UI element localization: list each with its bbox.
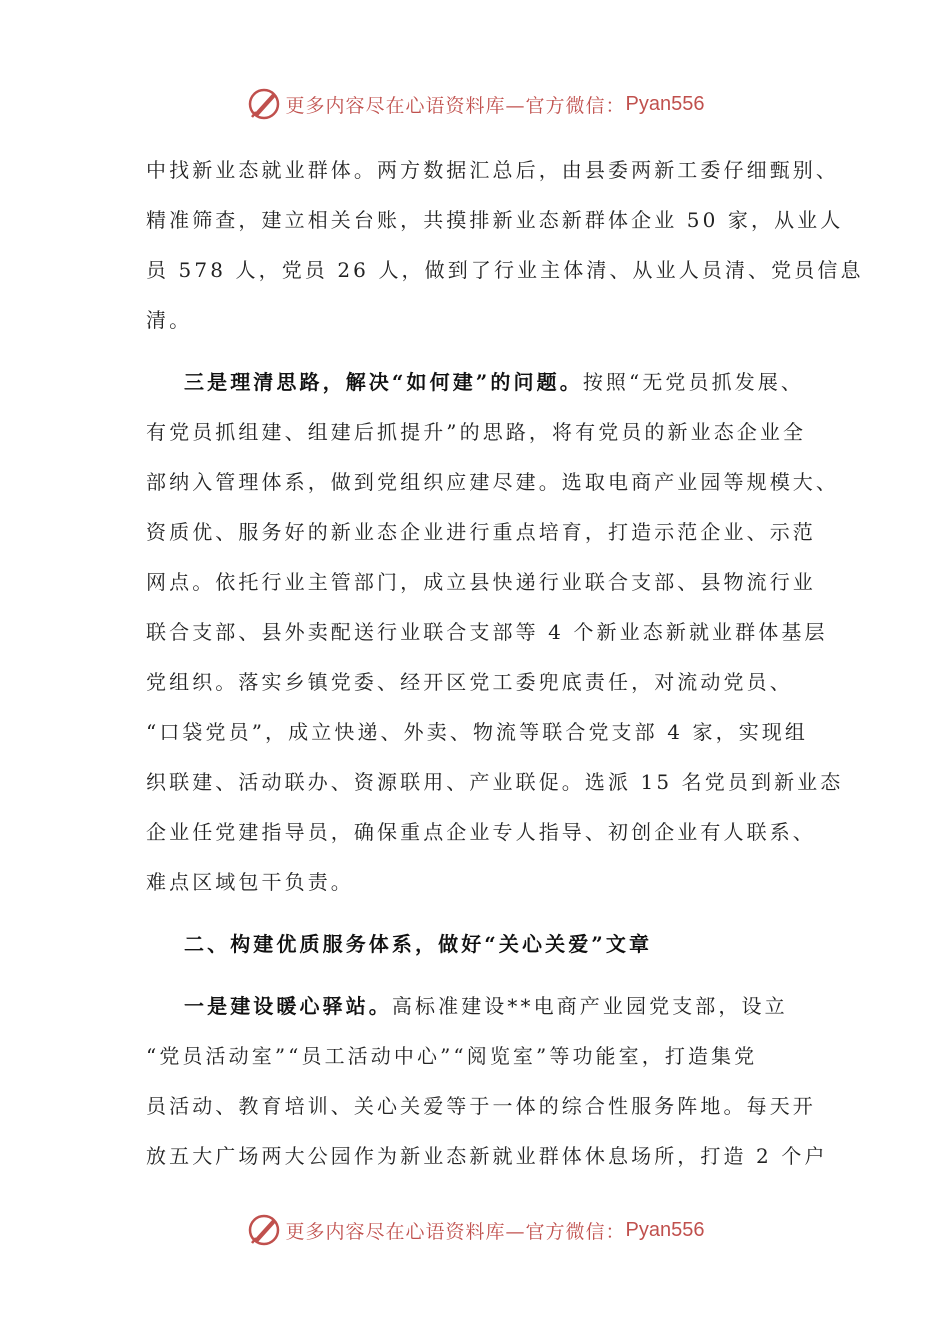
text-line: 放五大广场两大公园作为新业态新就业群体休息场所，打造 2 个户: [146, 1144, 828, 1168]
text-line: “党员活动室”“员工活动中心”“阅览室”等功能室，打造集党: [146, 1044, 758, 1068]
header-banner: [0, 84, 950, 124]
quill-logo-icon: [246, 1212, 282, 1248]
text-line: 资质优、服务好的新业态企业进行重点培育，打造示范企业、示范: [146, 520, 816, 544]
paragraph-2: [146, 357, 844, 907]
text-line: 联合支部、县外卖配送行业联合支部等 4 个新业态新就业群体基层: [146, 620, 828, 644]
text-line: 党组织。落实乡镇党委、经开区党工委兜底责任，对流动党员、: [146, 670, 793, 694]
text-span: 高标准建设**电商产业园党支部，设立: [391, 994, 788, 1018]
text-line: 织联建、活动联办、资源联用、产业联促。选派 15 名党员到新业态: [146, 770, 844, 794]
banner-text: 更多内容尽在心语资料库—官方微信：: [285, 94, 626, 117]
text-line: 网点。依托行业主管部门，成立县快递行业联合支部、县物流行业: [146, 570, 816, 594]
paragraph-lead: 一是建设暖心驿站。: [184, 994, 392, 1018]
footer-banner: [0, 1210, 950, 1250]
paragraph-3: [146, 981, 828, 1181]
text-line: “口袋党员”，成立快递、外卖、物流等联合党支部 4 家，实现组: [146, 720, 808, 744]
paragraph-1: [146, 145, 864, 345]
heading-text: 二、构建优质服务体系，做好“关心关爱”文章: [184, 932, 653, 956]
text-line: 企业任党建指导员，确保重点企业专人指导、初创企业有人联系、: [146, 820, 816, 844]
text-span: 按照“无党员抓发展、: [582, 370, 805, 394]
text-line: 难点区域包干负责。: [146, 870, 354, 894]
paragraph-lead: 三是理清思路，解决“如何建”的问题。: [184, 370, 583, 394]
text-line: 部纳入管理体系，做到党组织应建尽建。选取电商产业园等规模大、: [146, 470, 839, 494]
quill-logo-icon: [246, 86, 282, 122]
text-line: 中找新业态就业群体。两方数据汇总后，由县委两新工委仔细甄别、: [146, 158, 839, 182]
banner-wechat-id: Pyan556: [625, 1218, 705, 1241]
text-line: 清。: [146, 308, 193, 332]
text-line: 员 578 人，党员 26 人，做到了行业主体清、从业人员清、党员信息: [146, 258, 864, 282]
banner-wechat-id: Pyan556: [625, 92, 705, 115]
document-body: [146, 145, 864, 1181]
text-line: [146, 357, 812, 407]
banner-text: 更多内容尽在心语资料库—官方微信：: [285, 1220, 626, 1243]
text-line: [146, 981, 812, 1031]
text-line: 精准筛查，建立相关台账，共摸排新业态新群体企业 50 家，从业人: [146, 208, 844, 232]
text-line: 有党员抓组建、组建后抓提升”的思路，将有党员的新业态企业全: [146, 420, 807, 444]
text-line: 员活动、教育培训、关心关爱等于一体的综合性服务阵地。每天开: [146, 1094, 816, 1118]
section-heading: [146, 919, 812, 969]
